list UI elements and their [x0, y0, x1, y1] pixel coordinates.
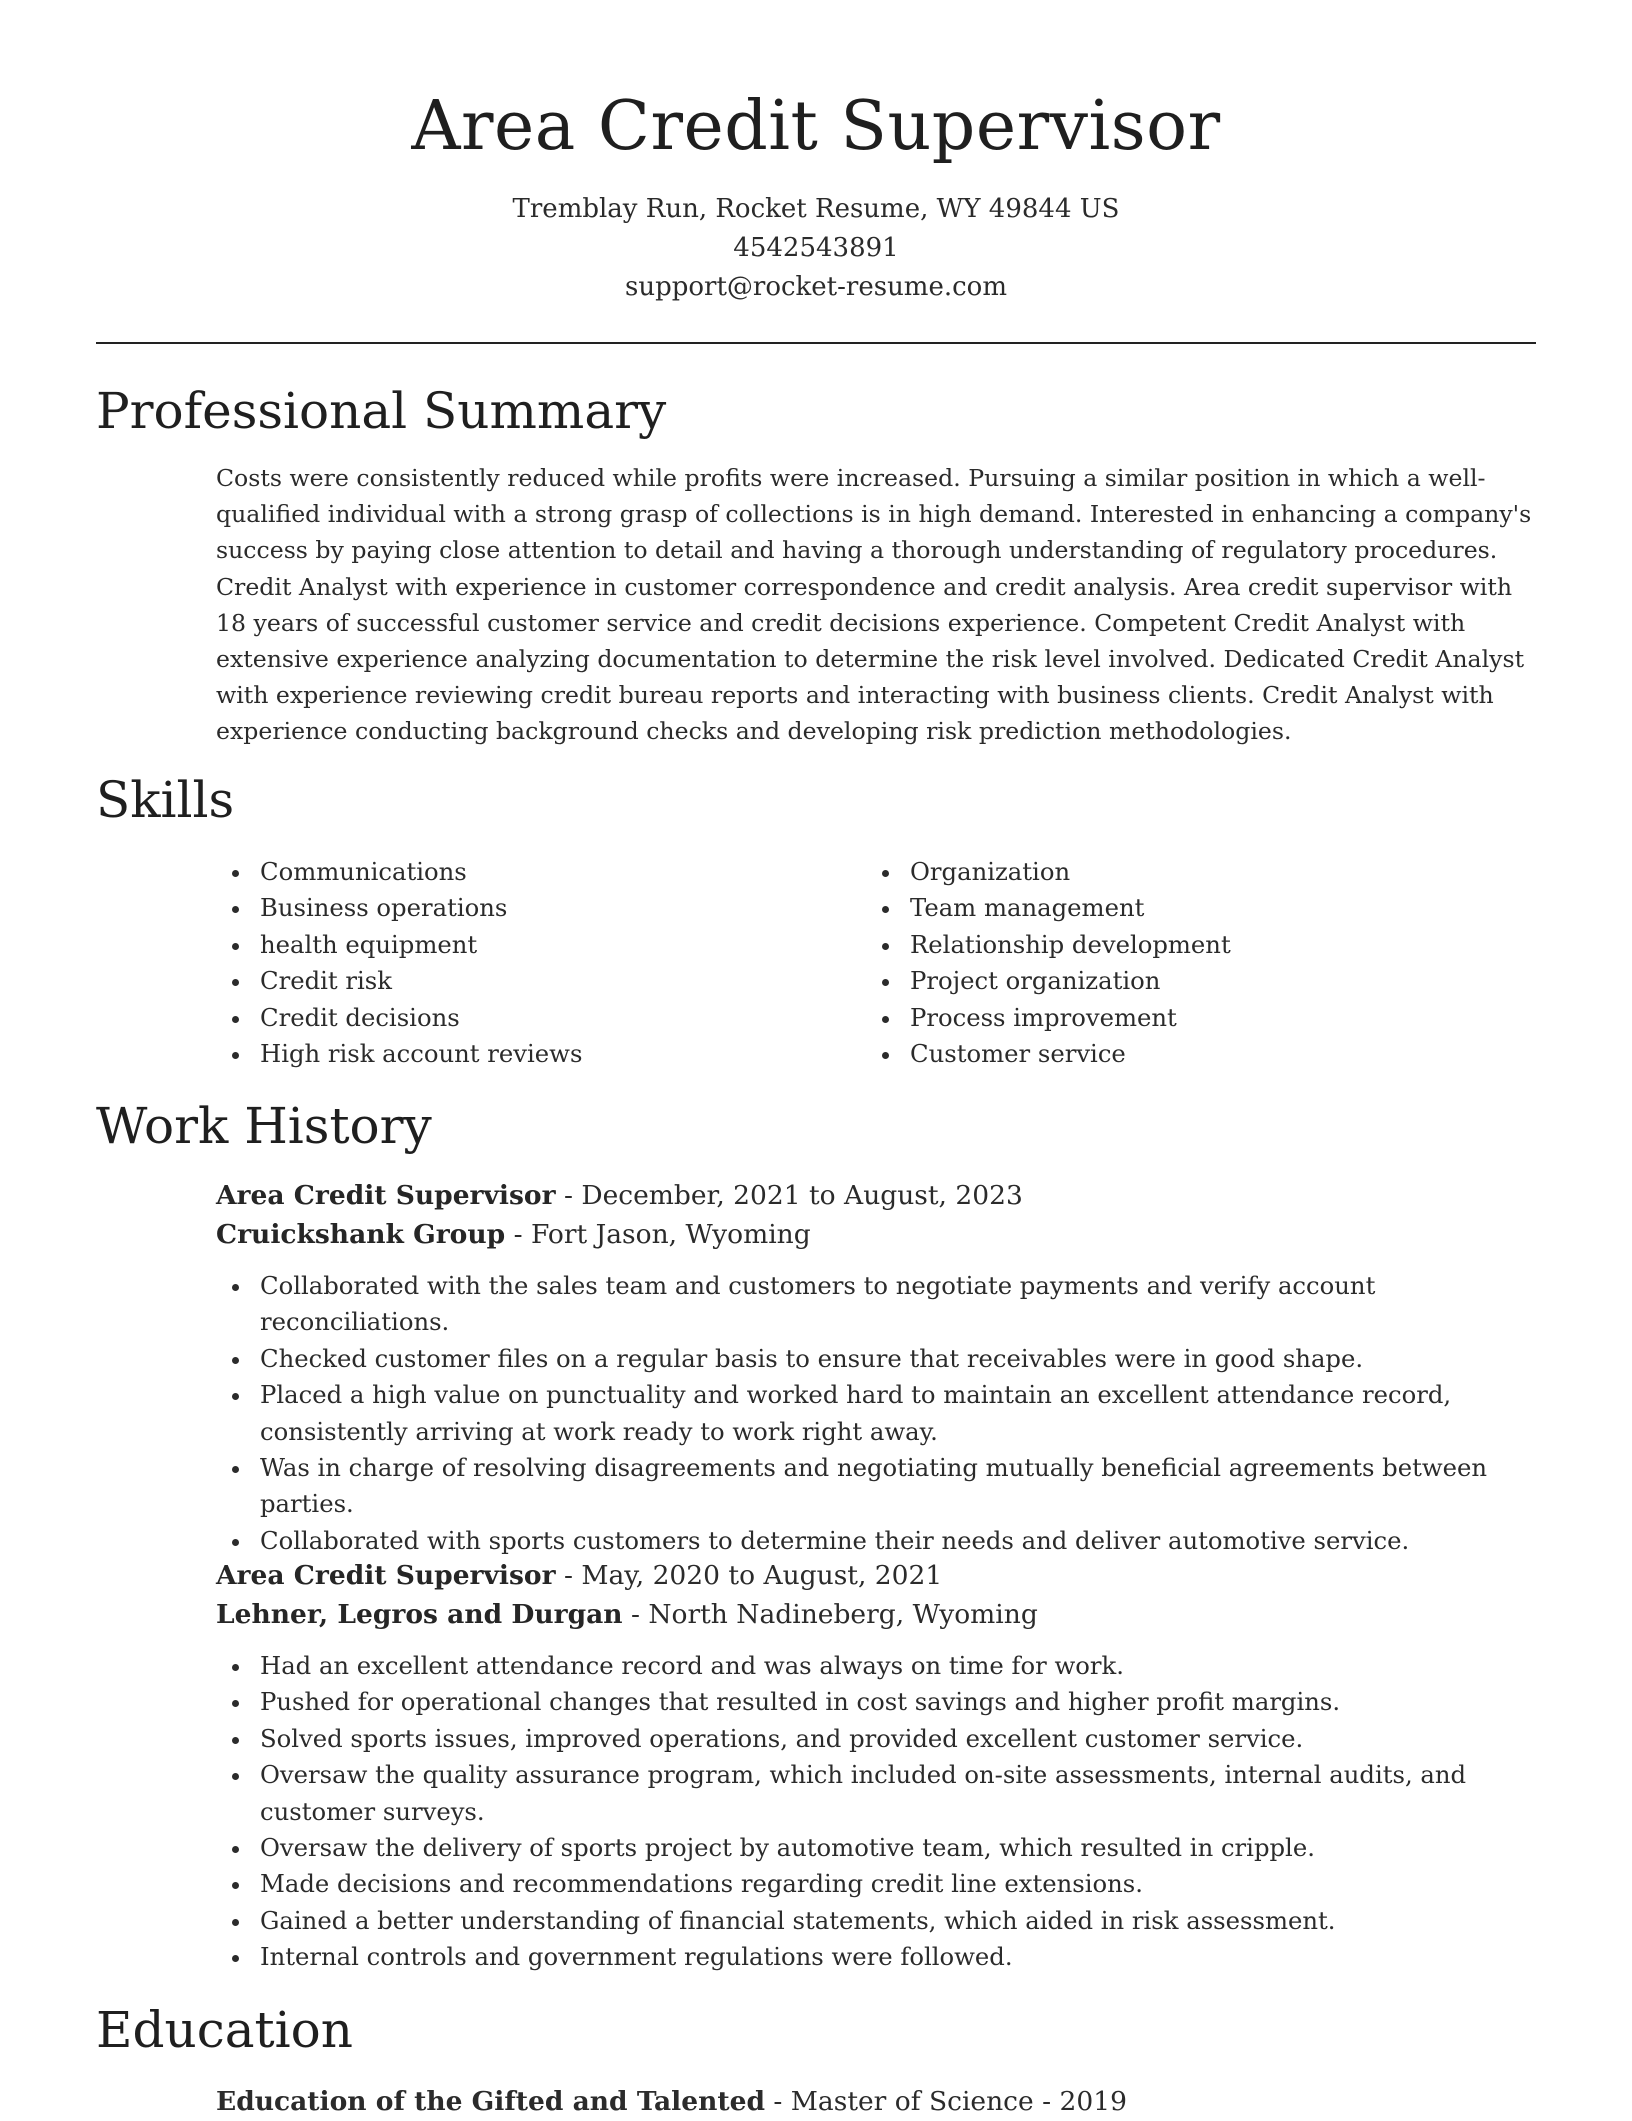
- section-title-work-history: Work History: [96, 1097, 432, 1155]
- education-degree: - Master of Science - 2019: [765, 2086, 1127, 2117]
- job-entry: [216, 1556, 1536, 1976]
- job-bullet: Gained a better understanding of financial statements, which aided in risk assessment.: [216, 1903, 1536, 1939]
- education-school: Education of the Gifted and Talented: [216, 2086, 765, 2117]
- section-title-skills: Skills: [96, 771, 235, 829]
- job-location: - North Nadineberg, Wyoming: [622, 1599, 1038, 1630]
- skills-list-right: [866, 854, 1526, 1072]
- skill-item: Relationship development: [866, 927, 1526, 963]
- job-bullet: Oversaw the quality assurance program, which included on-site assessments, internal audits, and customer surveys.: [216, 1757, 1536, 1830]
- job-bullet: Internal controls and government regulations were followed.: [216, 1939, 1536, 1975]
- job-bullet: Checked customer files on a regular basis to ensure that receivables were in good shape.: [216, 1341, 1536, 1377]
- contact-block: [96, 190, 1536, 307]
- job-company: Cruickshank Group: [216, 1219, 506, 1250]
- job-bullet: Was in charge of resolving disagreements and negotiating mutually beneficial agreements between parties.: [216, 1450, 1536, 1523]
- phone-number: 4542543891: [733, 233, 899, 263]
- job-bullet: Oversaw the delivery of sports project by automotive team, which resulted in cripple.: [216, 1830, 1536, 1866]
- job-bullet: Pushed for operational changes that resulted in cost savings and higher profit margins.: [216, 1684, 1536, 1720]
- email-address: support@rocket-resume.com: [624, 272, 1007, 302]
- job-bullet: Had an excellent attendance record and was always on time for work.: [216, 1648, 1536, 1684]
- job-title-line: [216, 1556, 1536, 1595]
- education-entry: [216, 2082, 1536, 2121]
- header-divider: [96, 342, 1536, 344]
- address: Tremblay Run, Rocket Resume, WY 49844 US: [512, 194, 1120, 224]
- skill-item: Team management: [866, 890, 1526, 926]
- job-entry: [216, 1176, 1536, 1559]
- skill-item: Project organization: [866, 963, 1526, 999]
- skill-item: Communications: [216, 854, 816, 890]
- job-bullet: Collaborated with sports customers to determine their needs and deliver automotive service.: [216, 1523, 1536, 1559]
- job-company-line: [216, 1215, 1536, 1254]
- job-title-line: [216, 1176, 1536, 1215]
- job-bullet: Solved sports issues, improved operations, and provided excellent customer service.: [216, 1721, 1536, 1757]
- job-company: Lehner, Legros and Durgan: [216, 1599, 623, 1630]
- skill-item: High risk account reviews: [216, 1036, 816, 1072]
- summary-text: Costs were consistently reduced while profits were increased. Pursuing a similar position in which a well-qualified individual with a strong grasp of collections is in high demand. Interested in enhancing a company's success by paying close attention to detail and having a thorough understanding of regulatory procedures. Credit Analyst with experience in customer correspondence and credit analysis. Area credit supervisor with 18 years of successful customer service and credit decisions experience. Competent Credit Analyst with extensive experience analyzing documentation to determine the risk level involved. Dedicated Credit Analyst with experience reviewing credit bureau reports and interacting with business clients. Credit Analyst with experience conducting background checks and developing risk prediction methodologies.: [216, 464, 1532, 746]
- section-title-education: Education: [96, 2001, 353, 2059]
- skill-item: Credit risk: [216, 963, 816, 999]
- job-company-line: [216, 1595, 1536, 1634]
- job-title: Area Credit Supervisor: [216, 1560, 556, 1591]
- skill-item: Process improvement: [866, 1000, 1526, 1036]
- job-dates: - December, 2021 to August, 2023: [555, 1180, 1023, 1211]
- skills-list-left: [216, 854, 816, 1072]
- skill-item: Business operations: [216, 890, 816, 926]
- job-bullet: Collaborated with the sales team and customers to negotiate payments and verify account reconciliations.: [216, 1268, 1536, 1341]
- job-bullet: Placed a high value on punctuality and worked hard to maintain an excellent attendance record, consistently arriving at work ready to work right away.: [216, 1377, 1536, 1450]
- skill-item: health equipment: [216, 927, 816, 963]
- job-dates: - May, 2020 to August, 2021: [555, 1560, 943, 1591]
- skill-item: Credit decisions: [216, 1000, 816, 1036]
- skill-item: Customer service: [866, 1036, 1526, 1072]
- section-title-summary: Professional Summary: [96, 382, 667, 440]
- job-location: - Fort Jason, Wyoming: [505, 1219, 811, 1250]
- job-title: Area Credit Supervisor: [216, 1180, 556, 1211]
- job-bullet: Made decisions and recommendations regarding credit line extensions.: [216, 1866, 1536, 1902]
- skill-item: Organization: [866, 854, 1526, 890]
- job-bullets: [216, 1648, 1536, 1976]
- job-bullets: [216, 1268, 1536, 1559]
- candidate-name: Area Credit Supervisor: [411, 87, 1221, 166]
